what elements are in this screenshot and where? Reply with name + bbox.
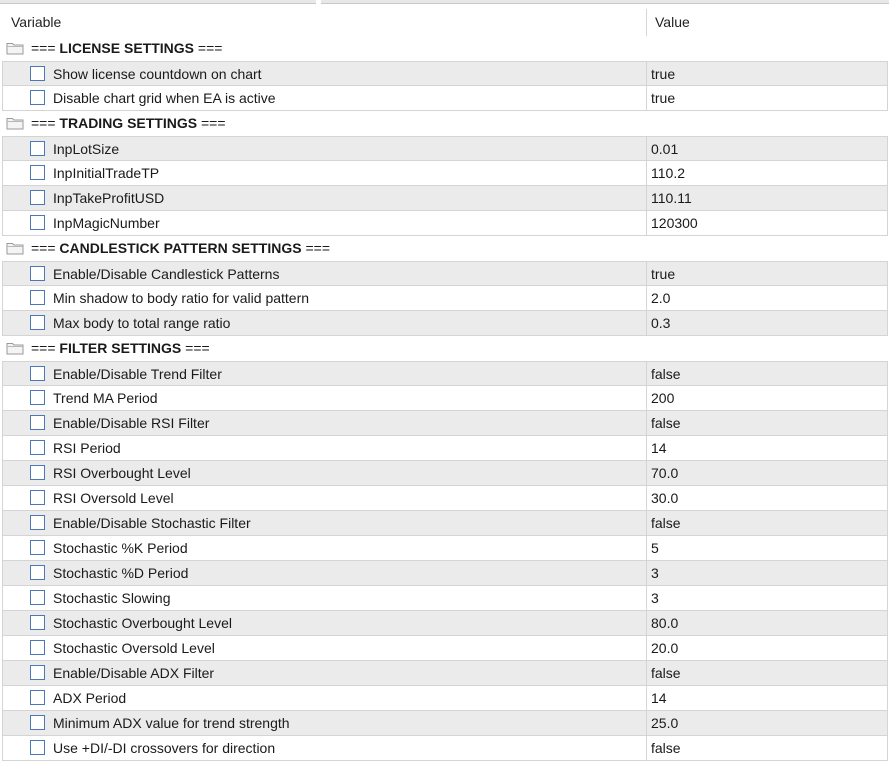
parameter-value[interactable]: 30.0 xyxy=(651,490,679,506)
parameter-name: Disable chart grid when EA is active xyxy=(53,90,276,106)
parameter-name: Minimum ADX value for trend strength xyxy=(53,715,290,731)
parameter-name: InpInitialTradeTP xyxy=(53,165,160,181)
cell-divider xyxy=(646,711,647,735)
parameter-row[interactable] xyxy=(2,686,888,711)
cell-divider xyxy=(646,611,647,635)
cell-divider xyxy=(646,486,647,510)
parameter-name: InpLotSize xyxy=(53,141,120,157)
parameter-row[interactable] xyxy=(2,361,888,386)
cell-divider xyxy=(646,411,647,435)
group-label-suffix: === xyxy=(181,340,210,356)
parameter-name: Stochastic Overbought Level xyxy=(53,615,232,631)
parameter-value[interactable]: 120300 xyxy=(651,215,698,231)
parameter-row[interactable] xyxy=(2,286,888,311)
parameter-checkbox[interactable] xyxy=(30,90,45,105)
parameter-value[interactable]: 110.11 xyxy=(651,190,692,206)
parameter-value[interactable]: false xyxy=(651,415,681,431)
cell-divider xyxy=(646,586,647,610)
parameter-value[interactable]: 3 xyxy=(651,565,659,581)
cell-divider xyxy=(646,86,647,110)
parameter-checkbox[interactable] xyxy=(30,290,45,305)
parameter-value[interactable]: 80.0 xyxy=(651,615,679,631)
cell-divider xyxy=(646,62,647,86)
parameter-checkbox[interactable] xyxy=(30,740,45,755)
group-row[interactable] xyxy=(0,236,889,261)
group-label-prefix: === xyxy=(31,240,60,256)
group-title: TRADING SETTINGS xyxy=(59,115,198,131)
cell-divider xyxy=(646,536,647,560)
parameter-checkbox[interactable] xyxy=(30,315,45,330)
parameter-value[interactable]: 14 xyxy=(651,690,667,706)
parameter-name: Stochastic %K Period xyxy=(53,540,188,556)
parameter-value[interactable]: 0.3 xyxy=(651,315,671,331)
cell-divider xyxy=(646,262,647,286)
folder-icon xyxy=(6,41,24,55)
parameter-name: Min shadow to body ratio for valid pattern xyxy=(53,290,310,306)
parameter-checkbox[interactable] xyxy=(30,440,45,455)
parameter-row[interactable] xyxy=(2,136,888,161)
parameter-checkbox[interactable] xyxy=(30,465,45,480)
parameter-name: Enable/Disable Trend Filter xyxy=(53,366,222,382)
cell-divider xyxy=(646,436,647,460)
parameter-value[interactable]: true xyxy=(651,266,676,282)
cell-divider xyxy=(646,286,647,310)
parameter-checkbox[interactable] xyxy=(30,266,45,281)
parameter-name: RSI Overbought Level xyxy=(53,465,191,481)
parameter-checkbox[interactable] xyxy=(30,665,45,680)
parameter-checkbox[interactable] xyxy=(30,615,45,630)
parameter-value[interactable]: 0.01 xyxy=(651,141,679,157)
parameter-value[interactable]: false xyxy=(651,515,681,531)
parameter-row[interactable] xyxy=(2,61,888,86)
parameter-name: Stochastic Slowing xyxy=(53,590,171,606)
parameter-name: RSI Period xyxy=(53,440,121,456)
cell-divider xyxy=(646,686,647,710)
parameter-value[interactable]: false xyxy=(651,740,681,756)
grid-rows xyxy=(0,36,889,761)
group-label xyxy=(31,236,330,261)
group-label-suffix: === xyxy=(194,40,223,56)
parameter-name: Stochastic Oversold Level xyxy=(53,640,215,656)
parameter-row[interactable] xyxy=(2,86,888,111)
parameter-row[interactable] xyxy=(2,261,888,286)
group-label xyxy=(31,111,226,136)
cell-divider xyxy=(646,137,647,161)
parameter-checkbox[interactable] xyxy=(30,415,45,430)
parameter-checkbox[interactable] xyxy=(30,690,45,705)
parameter-row[interactable] xyxy=(2,411,888,436)
group-title: FILTER SETTINGS xyxy=(59,340,182,356)
parameter-checkbox[interactable] xyxy=(30,366,45,381)
cell-divider xyxy=(646,161,647,185)
parameter-value[interactable]: false xyxy=(651,665,681,681)
parameter-name: InpMagicNumber xyxy=(53,215,160,231)
parameter-row[interactable] xyxy=(2,611,888,636)
parameter-name: Max body to total range ratio xyxy=(53,315,231,331)
cell-divider xyxy=(646,661,647,685)
column-header-variable[interactable]: Variable xyxy=(11,14,62,30)
parameter-name: Enable/Disable RSI Filter xyxy=(53,415,210,431)
parameter-name: Stochastic %D Period xyxy=(53,565,189,581)
parameter-value[interactable]: 110.2 xyxy=(651,165,685,181)
parameter-row[interactable] xyxy=(2,586,888,611)
parameter-name: Enable/Disable ADX Filter xyxy=(53,665,215,681)
cell-divider xyxy=(646,186,647,210)
parameter-name: Enable/Disable Stochastic Filter xyxy=(53,515,251,531)
parameter-row[interactable] xyxy=(2,186,888,211)
group-label xyxy=(31,336,210,361)
parameter-row[interactable] xyxy=(2,536,888,561)
group-label xyxy=(31,36,222,61)
cell-divider xyxy=(646,362,647,386)
parameter-name: Use +DI/-DI crossovers for direction xyxy=(53,740,276,756)
parameter-name: Trend MA Period xyxy=(53,390,158,406)
folder-icon xyxy=(6,241,24,255)
group-label-suffix: === xyxy=(197,115,226,131)
group-title: CANDLESTICK PATTERN SETTINGS xyxy=(59,240,302,256)
group-row[interactable] xyxy=(0,111,889,136)
parameter-value[interactable]: 3 xyxy=(651,590,659,606)
parameter-checkbox[interactable] xyxy=(30,490,45,505)
cell-divider xyxy=(646,511,647,535)
parameter-row[interactable] xyxy=(2,511,888,536)
parameter-row[interactable] xyxy=(2,561,888,586)
cell-divider xyxy=(646,561,647,585)
parameter-value[interactable]: 14 xyxy=(651,440,667,456)
parameter-checkbox[interactable] xyxy=(30,141,45,156)
parameter-value[interactable]: 20.0 xyxy=(651,640,679,656)
parameter-value[interactable]: true xyxy=(651,66,676,82)
group-row[interactable] xyxy=(0,36,889,61)
group-label-suffix: === xyxy=(301,240,330,256)
parameter-value[interactable]: 2.0 xyxy=(651,290,671,306)
parameter-value[interactable]: 25.0 xyxy=(651,715,679,731)
parameter-checkbox[interactable] xyxy=(30,590,45,605)
parameter-checkbox[interactable] xyxy=(30,66,45,81)
parameter-checkbox[interactable] xyxy=(30,190,45,205)
column-header-value[interactable]: Value xyxy=(655,14,690,30)
cell-divider xyxy=(646,461,647,485)
parameter-row[interactable] xyxy=(2,211,888,236)
folder-icon xyxy=(6,341,24,355)
cell-divider xyxy=(646,636,647,660)
parameter-checkbox[interactable] xyxy=(30,215,45,230)
parameter-row[interactable] xyxy=(2,711,888,736)
group-title: LICENSE SETTINGS xyxy=(59,40,194,56)
parameter-row[interactable] xyxy=(2,486,888,511)
parameter-row[interactable] xyxy=(2,661,888,686)
parameter-name: ADX Period xyxy=(53,690,127,706)
parameter-row[interactable] xyxy=(2,436,888,461)
cell-divider xyxy=(646,311,647,335)
cell-divider xyxy=(646,736,647,760)
parameter-checkbox[interactable] xyxy=(30,640,45,655)
cell-divider xyxy=(646,211,647,235)
parameter-name: Enable/Disable Candlestick Patterns xyxy=(53,266,280,282)
group-label-prefix: === xyxy=(31,115,60,131)
parameter-value[interactable]: 5 xyxy=(651,540,659,556)
parameter-checkbox[interactable] xyxy=(30,540,45,555)
parameter-row[interactable] xyxy=(2,311,888,336)
parameter-row[interactable] xyxy=(2,636,888,661)
parameter-value[interactable]: true xyxy=(651,90,676,106)
parameter-row[interactable] xyxy=(2,386,888,411)
parameter-checkbox[interactable] xyxy=(30,390,45,405)
group-label-prefix: === xyxy=(31,340,60,356)
parameter-checkbox[interactable] xyxy=(30,565,45,580)
parameter-checkbox[interactable] xyxy=(30,715,45,730)
parameter-name: Show license countdown on chart xyxy=(53,66,262,82)
parameter-row[interactable] xyxy=(2,736,888,761)
grid-header xyxy=(0,4,889,40)
parameter-name: InpTakeProfitUSD xyxy=(53,190,165,206)
group-row[interactable] xyxy=(0,336,889,361)
parameter-checkbox[interactable] xyxy=(30,165,45,180)
parameter-value[interactable]: 70.0 xyxy=(651,465,679,481)
parameter-row[interactable] xyxy=(2,161,888,186)
parameter-value[interactable]: 200 xyxy=(651,390,675,406)
group-label-prefix: === xyxy=(31,40,60,56)
parameter-checkbox[interactable] xyxy=(30,515,45,530)
folder-icon xyxy=(6,116,24,130)
cell-divider xyxy=(646,386,647,410)
parameter-row[interactable] xyxy=(2,461,888,486)
parameter-name: RSI Oversold Level xyxy=(53,490,174,506)
parameter-value[interactable]: false xyxy=(651,366,681,382)
